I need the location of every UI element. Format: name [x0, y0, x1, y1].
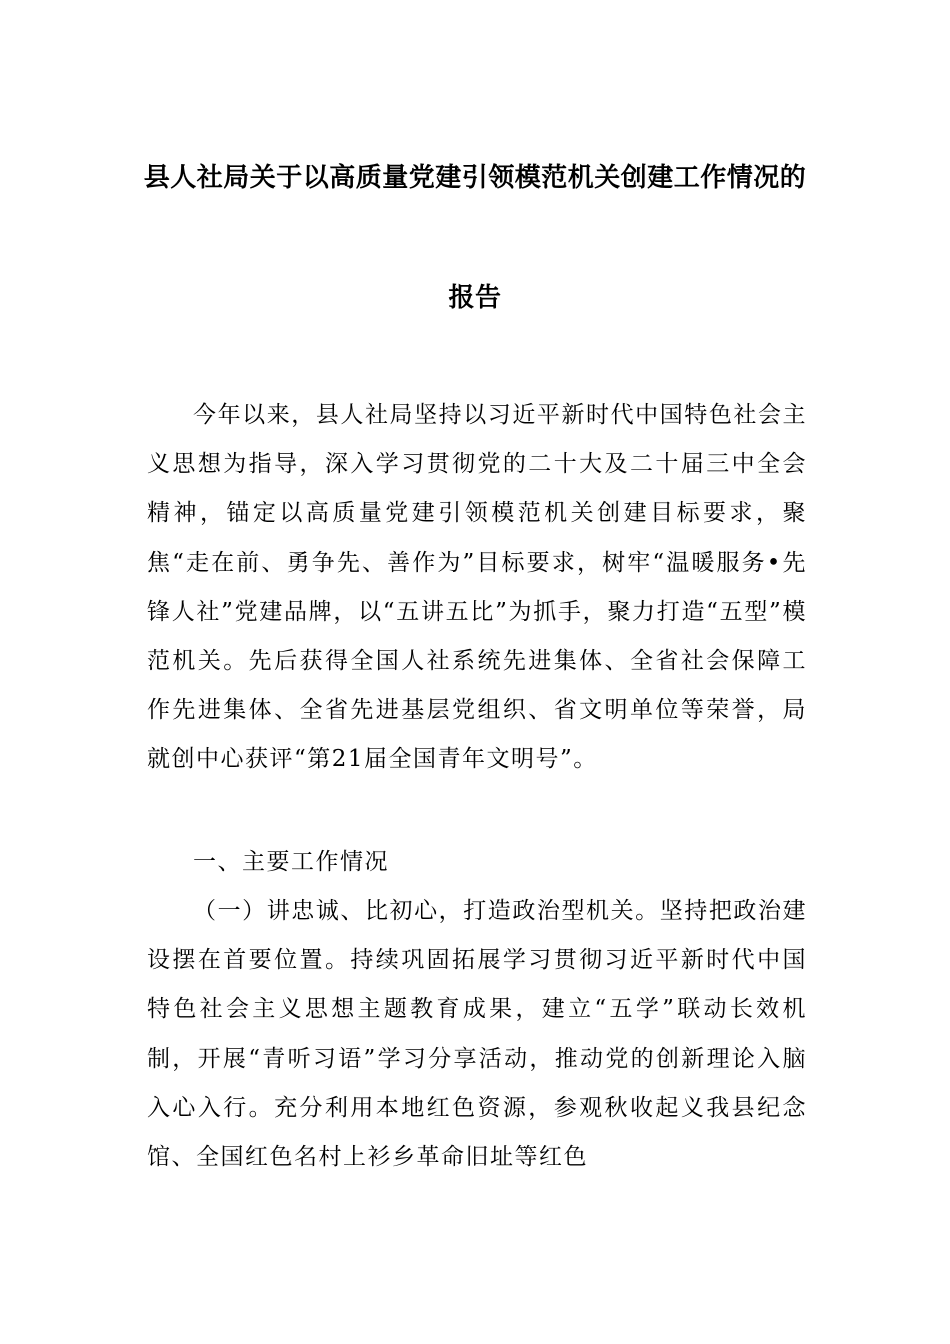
intro-paragraph-text: 今年以来，县人社局坚持以习近平新时代中国特色社会主义思想为指导，深入学习贯彻党的二十大及二十届三中全会精神，锚定以高质量党建引领模范机关创建目标要求，聚焦“走在前、勇争先、善作为”目标要求，树牢“温暖服务•先锋人社”党建品牌，以“五讲五比”为抓手，聚力打造“五型”模范机关。先后获得全国人社系统先进集体、全省社会保障工作先进集体、全省先进基层党组织、省文明单位等荣誉，局就创中心获评“第21届全国青年文明号”。 — [147, 402, 807, 773]
section-heading-text: 一、主要工作情况 — [193, 849, 389, 875]
document-title-line-1: 县人社局关于以高质量党建引领模范机关创建工作情况的 — [143, 163, 807, 193]
intro-paragraph — [147, 391, 807, 785]
section-paragraph — [147, 887, 807, 1182]
section-heading — [147, 838, 807, 887]
document-title-line-2: 报告 — [448, 283, 502, 313]
section-paragraph-text: （一）讲忠诚、比初心，打造政治型机关。坚持把政治建设摆在首要位置。持续巩固拓展学习贯彻习近平新时代中国特色社会主义思想主题教育成果，建立“五学”联动长效机制，开展“青听习语”学习分享活动，推动党的创新理论入脑入心入行。充分利用本地红色资源，参观秋收起义我县纪念馆、全国红色名村上衫乡革命旧址等红色 — [147, 898, 807, 1171]
